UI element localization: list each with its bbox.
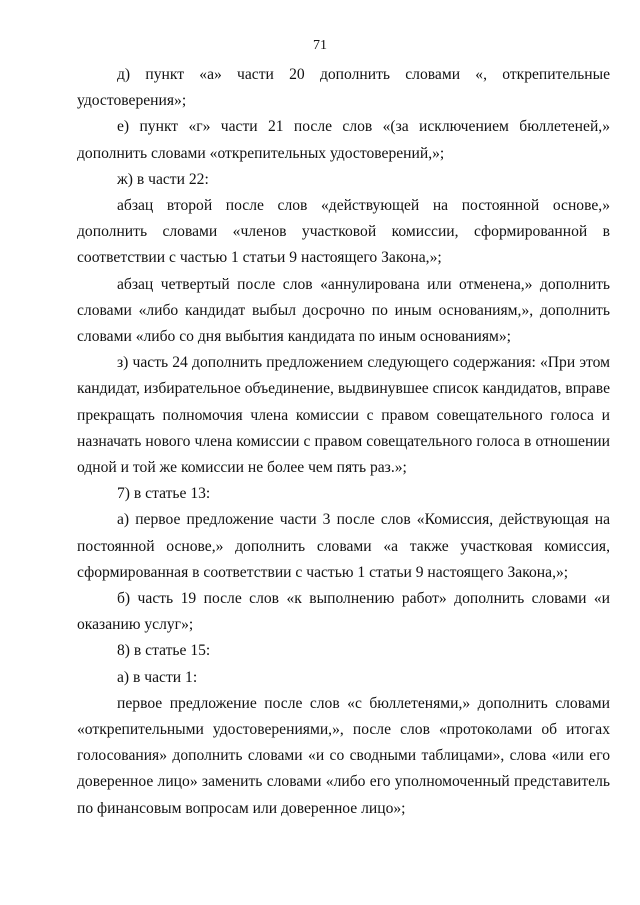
paragraph: д) пункт «а» части 20 дополнить словами «, открепительные удостоверения»; xyxy=(77,66,610,110)
paragraph: первое предложение после слов «с бюллетенями,» дополнить словами «открепительными удостоверениями,», после слов «протоколами об итогах голосования» дополнить словами «и со сводными таблицами», слова «или его доверенное лицо» заменить словами «либо его уполномоченный представитель по финансовым вопросам или доверенное лицо»; xyxy=(77,694,610,817)
paragraph: з) часть 24 дополнить предложением следующего содержания: «При этом кандидат, избирательное объединение, выдвинувшее список кандидатов, вправе прекращать полномочия члена комиссии с правом совещательного голоса и назначать нового члена комиссии с правом совещательного голоса в отношении одной и той же комиссии не более чем пять раз.»; xyxy=(77,354,610,477)
paragraph: ж) в части 22: xyxy=(117,170,209,188)
paragraph: е) пункт «г» части 21 после слов «(за исключением бюллетеней,» дополнить словами «открепительных удостоверений,»; xyxy=(77,118,610,162)
paragraph: б) часть 19 после слов «к выполнению работ» дополнить словами «и оказанию услуг»; xyxy=(77,590,610,634)
document-body xyxy=(77,62,610,822)
paragraph: абзац второй после слов «действующей на постоянной основе,» дополнить словами «членов участковой комиссии, сформированной в соответствии с частью 1 статьи 9 настоящего Закона,»; xyxy=(77,197,610,267)
paragraph: 7) в статье 13: xyxy=(117,485,211,503)
paragraph: а) первое предложение части 3 после слов «Комиссия, действующая на постоянной основе,» дополнить словами «а также участковая комиссия, сформированная в соответствии с частью 1 статьи 9 настоящего Закона,»; xyxy=(77,511,610,581)
paragraph: 8) в статье 15: xyxy=(117,642,211,660)
paragraph: абзац четвертый после слов «аннулирована или отменена,» дополнить словами «либо кандидат выбыл досрочно по иным основаниям,», дополнить словами «либо со дня выбытия кандидата по иным основаниям»; xyxy=(77,275,610,346)
page-number: 71 xyxy=(313,38,327,53)
paragraph: а) в части 1: xyxy=(117,668,198,686)
